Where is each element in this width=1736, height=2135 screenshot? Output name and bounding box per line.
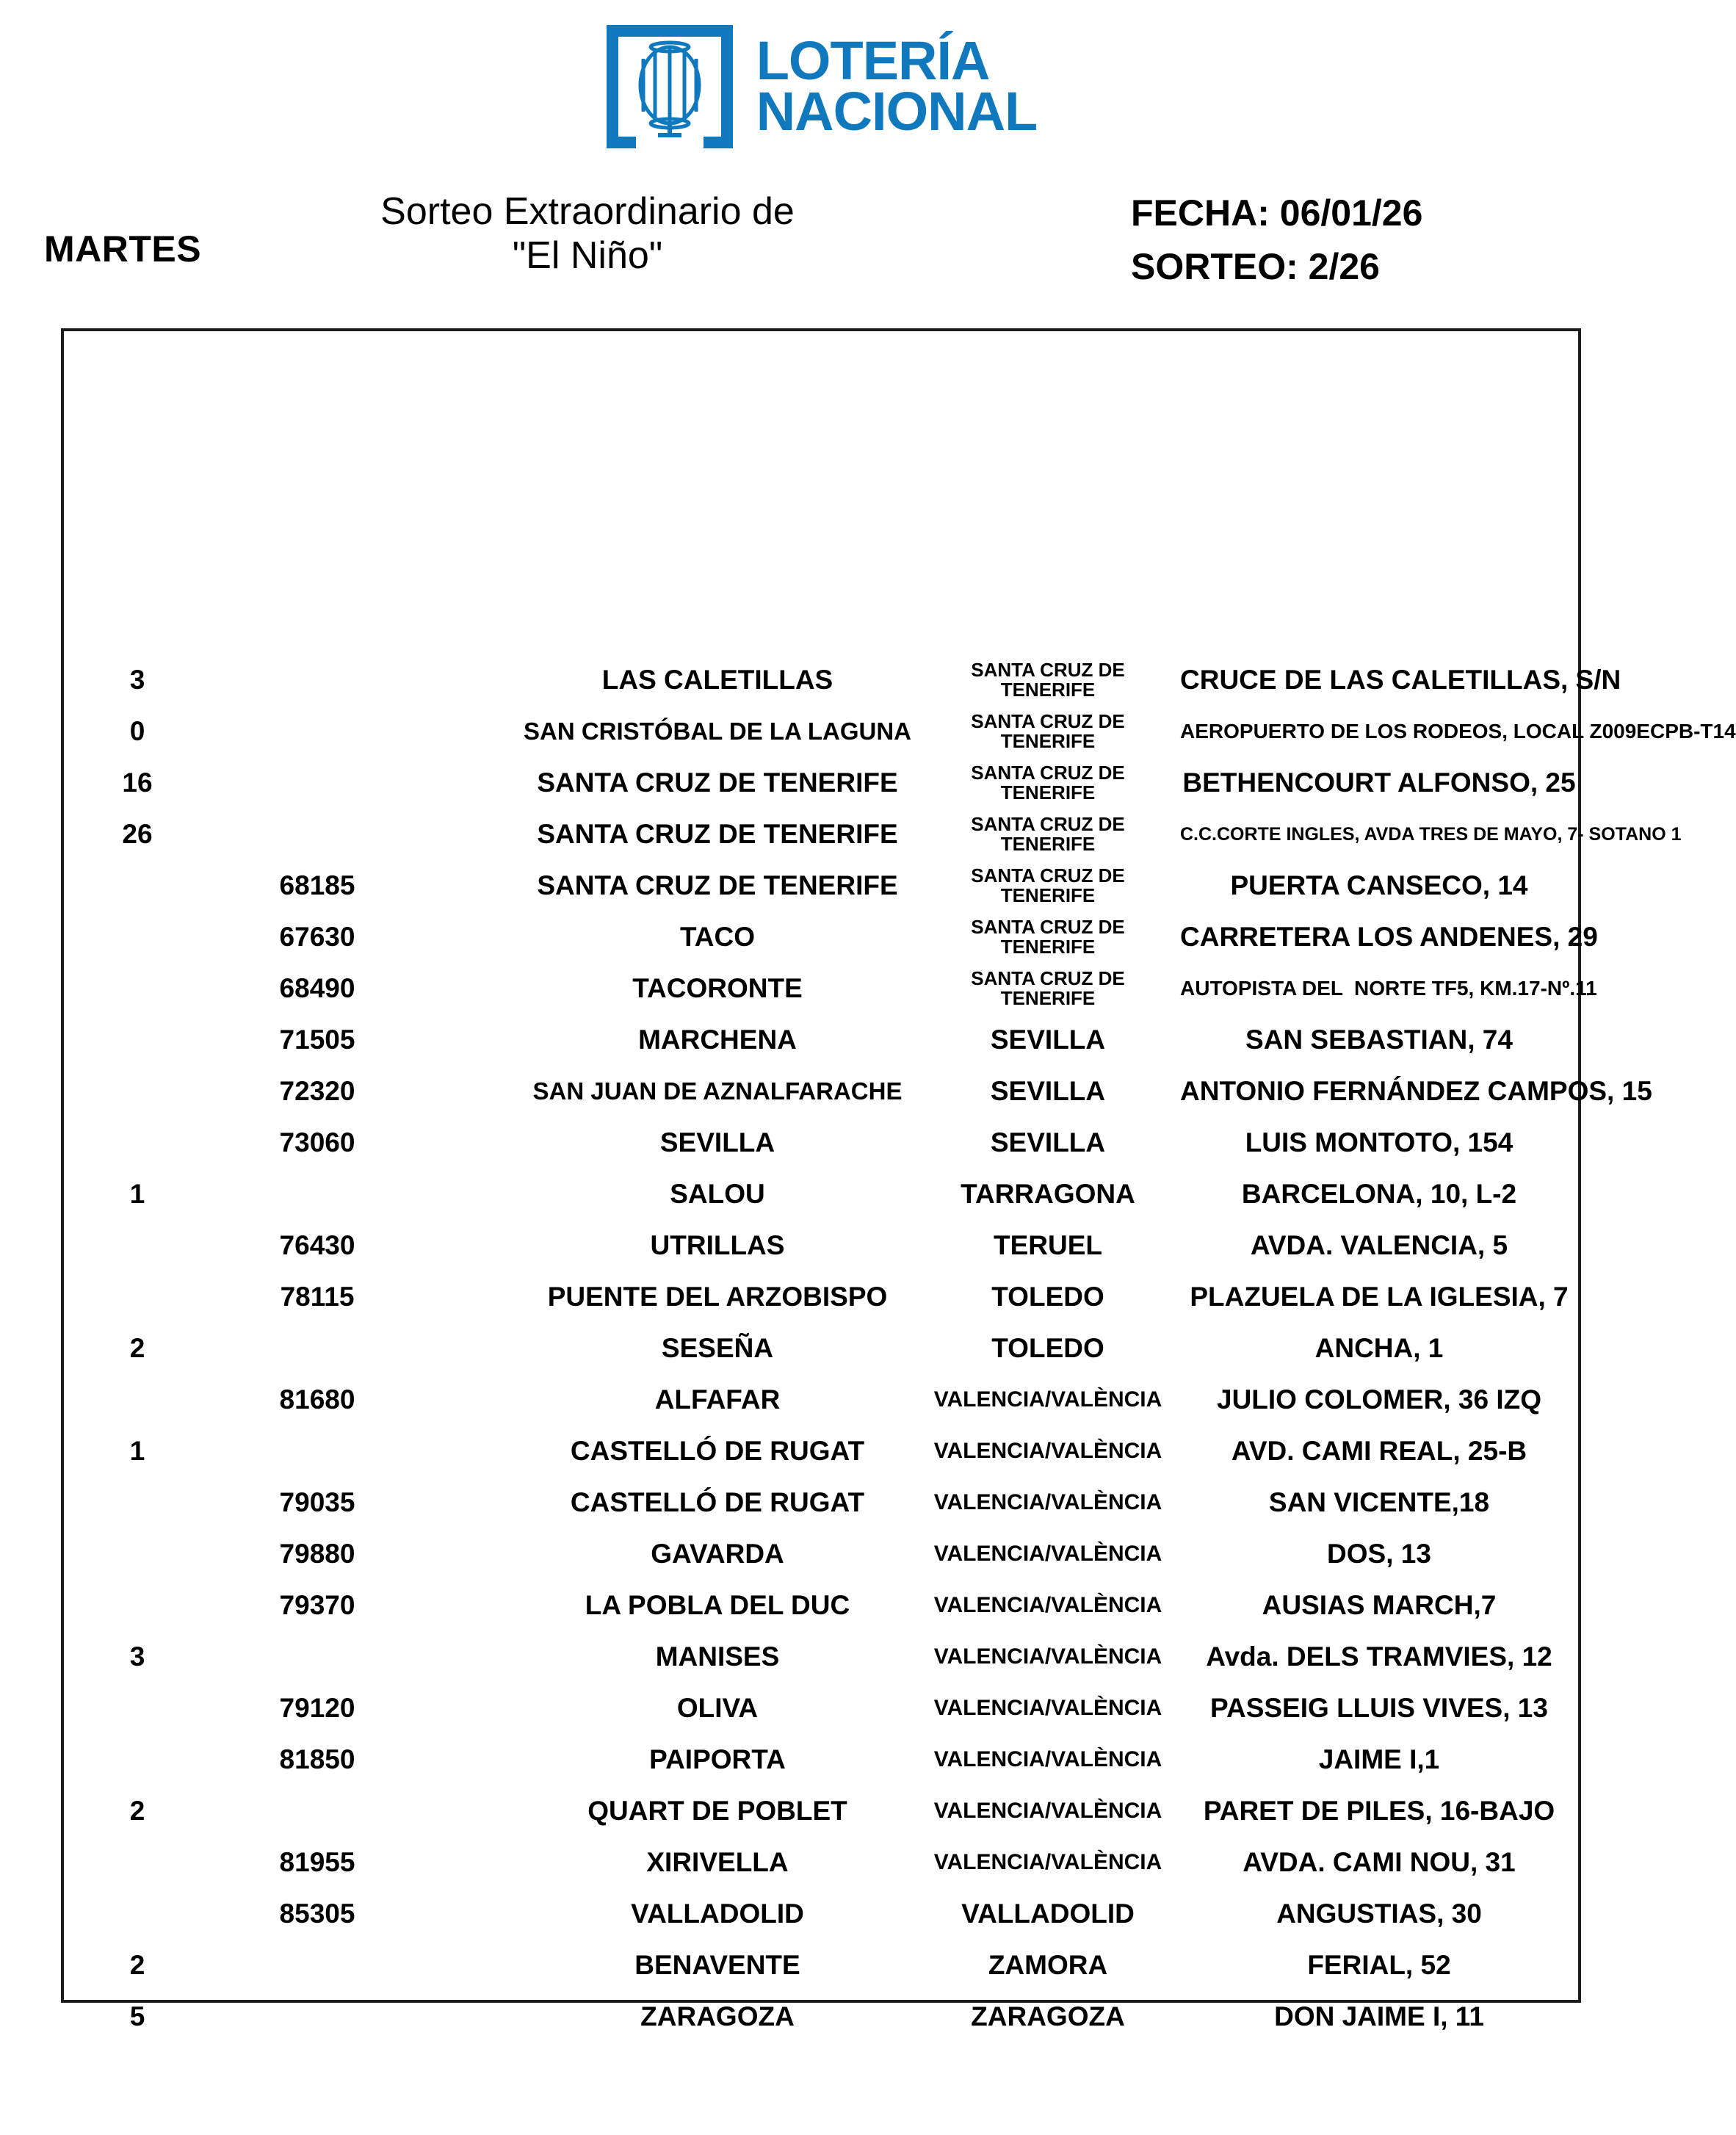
cell-province: VALENCIA/VALÈNCIA (933, 1644, 1162, 1669)
cell-number-group (64, 1168, 519, 1220)
cell-outlet-code: 79120 (279, 1693, 355, 1723)
cell-town: SANTA CRUZ DE TENERIFE (537, 870, 898, 900)
cell-town: CASTELLÓ DE RUGAT (570, 1436, 865, 1466)
cell-number-group (64, 1117, 519, 1168)
cell-address: CRUCE DE LAS CALETILLAS, S/N (1180, 665, 1621, 695)
cell-town: TACORONTE (632, 973, 803, 1003)
cell-province: TOLEDO (991, 1281, 1104, 1312)
cell-number-group (64, 809, 519, 860)
cell-number-group (64, 860, 519, 911)
table-row (64, 1168, 1578, 1220)
cell-town: CASTELLÓ DE RUGAT (570, 1487, 865, 1517)
cell-address: AEROPUERTO DE LOS RODEOS, LOCAL Z009ECPB-T14 (1180, 720, 1736, 743)
cell-number-group (64, 1066, 519, 1117)
draw-date: FECHA: 06/01/26 (1131, 192, 1423, 234)
cell-address: BETHENCOURT ALFONSO, 25 (1182, 767, 1576, 798)
cell-province: VALENCIA/VALÈNCIA (933, 1387, 1162, 1412)
cell-address: AUTOPISTA DEL NORTE TF5, KM.17-Nº.11 (1180, 977, 1597, 1000)
cell-address: PLAZUELA DE LA IGLESIA, 7 (1190, 1282, 1569, 1312)
cell-province: TARRAGONA (961, 1178, 1135, 1209)
cell-town: ZARAGOZA (640, 2001, 795, 2031)
outlets-table-body (64, 654, 1736, 2042)
cell-province: VALENCIA/VALÈNCIA (933, 1696, 1162, 1721)
cell-town: LA POBLA DEL DUC (585, 1590, 850, 1620)
cell-outlet-code: 79370 (279, 1590, 355, 1620)
cell-number-group (64, 1837, 519, 1888)
cell-town: UTRILLAS (650, 1230, 785, 1260)
cell-address: BARCELONA, 10, L-2 (1241, 1179, 1517, 1209)
table-row (64, 963, 1597, 1014)
cell-address: CARRETERA LOS ANDENES, 29 (1180, 922, 1598, 952)
cell-town: ALFAFAR (654, 1384, 781, 1415)
cell-town: SAN CRISTÓBAL DE LA LAGUNA (524, 718, 911, 745)
cell-count: 0 (129, 716, 145, 746)
cell-town: SANTA CRUZ DE TENERIFE (537, 819, 898, 849)
cell-address: SAN SEBASTIAN, 74 (1245, 1025, 1513, 1055)
cell-count: 16 (122, 767, 153, 798)
cell-outlet-code: 68490 (279, 973, 355, 1003)
cell-number-group (64, 1014, 519, 1066)
cell-outlet-code: 81955 (279, 1847, 355, 1877)
logo-wordmark (756, 30, 1038, 142)
table-row (64, 706, 1736, 757)
cell-province: SANTA CRUZ DE TENERIFE (971, 915, 1125, 958)
table-row (64, 809, 1682, 860)
cell-number-group (64, 1271, 519, 1323)
draw-meta (1131, 187, 1542, 293)
cell-number-group (64, 1683, 519, 1734)
cell-count: 1 (129, 1179, 145, 1209)
cell-town: PAIPORTA (649, 1744, 786, 1774)
cell-address: ANGUSTIAS, 30 (1276, 1899, 1482, 1929)
cell-province: SEVILLA (990, 1075, 1106, 1106)
table-row (64, 1117, 1578, 1168)
table-row (64, 1528, 1578, 1580)
cell-count: 5 (129, 2001, 145, 2031)
cell-province: VALENCIA/VALÈNCIA (933, 1747, 1162, 1772)
cell-town: VALLADOLID (631, 1899, 804, 1929)
cell-address: FERIAL, 52 (1307, 1950, 1451, 1980)
cell-outlet-code: 76430 (279, 1230, 355, 1260)
table-row (64, 1220, 1578, 1271)
cell-address: SAN VICENTE,18 (1268, 1487, 1490, 1517)
cell-province: SANTA CRUZ DE TENERIFE (971, 709, 1125, 752)
cell-count: 2 (129, 1796, 145, 1826)
cell-province: VALENCIA/VALÈNCIA (933, 1439, 1162, 1464)
cell-province: VALENCIA/VALÈNCIA (933, 1850, 1162, 1875)
cell-outlet-code: 78115 (280, 1282, 355, 1312)
table-row (64, 1374, 1578, 1426)
cell-outlet-code: 79035 (279, 1487, 355, 1517)
cell-count: 3 (129, 665, 145, 695)
cell-address: AVDA. VALENCIA, 5 (1250, 1230, 1508, 1260)
cell-number-group (64, 1220, 519, 1271)
cell-address: DON JAIME I, 11 (1274, 2001, 1484, 2031)
cell-town: MARCHENA (638, 1025, 797, 1055)
cell-count: 3 (129, 1641, 145, 1672)
cell-province: ZAMORA (988, 1949, 1108, 1980)
cell-number-group (64, 1991, 519, 2042)
cell-province: VALENCIA/VALÈNCIA (933, 1593, 1162, 1618)
cell-number-group (64, 911, 519, 963)
logo-line-loteria: LOTERÍA (756, 30, 990, 92)
cell-address: Avda. DELS TRAMVIES, 12 (1206, 1641, 1552, 1672)
table-row (64, 1477, 1578, 1528)
cell-number-group (64, 1477, 519, 1528)
cell-province: SANTA CRUZ DE TENERIFE (971, 864, 1125, 906)
cell-province: SANTA CRUZ DE TENERIFE (971, 658, 1125, 701)
cell-number-group (64, 706, 519, 757)
cell-address: JULIO COLOMER, 36 IZQ (1217, 1384, 1541, 1415)
cell-number-group (64, 1631, 519, 1683)
table-row (64, 1785, 1578, 1837)
cell-number-group (64, 1888, 519, 1940)
table-row (64, 1426, 1578, 1477)
cell-outlet-code: 73060 (279, 1127, 355, 1157)
table-row (64, 1991, 1578, 2042)
cell-address: DOS, 13 (1327, 1539, 1431, 1569)
cell-address: JAIME I,1 (1318, 1744, 1440, 1774)
table-row (64, 1271, 1578, 1323)
cell-number-group (64, 963, 519, 1014)
table-row (64, 654, 1621, 706)
cell-province: SANTA CRUZ DE TENERIFE (971, 812, 1125, 855)
cell-province: VALENCIA/VALÈNCIA (933, 1490, 1162, 1515)
cell-address: LUIS MONTOTO, 154 (1245, 1127, 1513, 1157)
page-title: Sorteo Extraordinario de "El Niño" (380, 190, 795, 278)
table-row (64, 1888, 1578, 1940)
table-row (64, 1734, 1578, 1785)
table-row (64, 911, 1598, 963)
cell-outlet-code: 68185 (279, 870, 355, 900)
cell-number-group (64, 1374, 519, 1426)
cell-province: TOLEDO (991, 1332, 1104, 1363)
cell-outlet-code: 81850 (279, 1744, 355, 1774)
table-row (64, 1940, 1578, 1991)
cell-outlet-code: 67630 (279, 922, 355, 952)
cell-address: AUSIAS MARCH,7 (1262, 1590, 1497, 1620)
cell-town: BENAVENTE (634, 1950, 800, 1980)
cell-count: 2 (129, 1333, 145, 1363)
cell-outlet-code: 81680 (279, 1384, 355, 1415)
cell-number-group (64, 654, 519, 706)
cell-number-group (64, 1734, 519, 1785)
table-row (64, 1837, 1578, 1888)
cell-province: ZARAGOZA (971, 2001, 1125, 2031)
cell-address: PASSEIG LLUIS VIVES, 13 (1210, 1693, 1548, 1723)
cell-number-group (64, 1528, 519, 1580)
cell-town: PUENTE DEL ARZOBISPO (547, 1282, 888, 1312)
loteria-nacional-logo (0, 7, 1641, 165)
cell-address: AVD. CAMI REAL, 25-B (1231, 1436, 1527, 1466)
cell-town: GAVARDA (651, 1539, 784, 1569)
logo-line-nacional: NACIONAL (756, 80, 1038, 142)
table-row (64, 1066, 1652, 1117)
table-row (64, 757, 1578, 809)
cell-address: AVDA. CAMI NOU, 31 (1243, 1847, 1516, 1877)
cell-outlet-code: 71505 (279, 1025, 355, 1055)
table-row (64, 860, 1578, 911)
cell-province: VALENCIA/VALÈNCIA (933, 1542, 1162, 1567)
outlets-table (61, 328, 1736, 2031)
cell-number-group (64, 757, 519, 809)
table-row (64, 1580, 1578, 1631)
cell-outlet-code: 79880 (279, 1539, 355, 1569)
cell-number-group (64, 1580, 519, 1631)
draw-number: SORTEO: 2/26 (1131, 245, 1380, 287)
cell-town: QUART DE POBLET (587, 1796, 847, 1826)
cell-province: TERUEL (994, 1229, 1102, 1260)
cell-province: SANTA CRUZ DE TENERIFE (971, 967, 1125, 1009)
cell-town: SESEÑA (661, 1333, 774, 1363)
cell-outlet-code: 72320 (279, 1076, 355, 1106)
cell-count: 2 (129, 1950, 145, 1980)
drum-glyph-icon (629, 40, 711, 137)
cell-town: SALOU (670, 1179, 765, 1209)
cell-count: 26 (122, 819, 153, 849)
table-row (64, 1683, 1578, 1734)
cell-number-group (64, 1940, 519, 1991)
cell-province: VALENCIA/VALÈNCIA (933, 1799, 1162, 1824)
cell-town: XIRIVELLA (646, 1847, 789, 1877)
cell-town: MANISES (655, 1641, 780, 1672)
cell-town: TACO (679, 922, 756, 952)
cell-town: LAS CALETILLAS (601, 665, 833, 695)
cell-number-group (64, 1785, 519, 1837)
document-header (0, 175, 1641, 314)
cell-address: ANTONIO FERNÁNDEZ CAMPOS, 15 (1180, 1076, 1652, 1106)
cell-number-group (64, 1323, 519, 1374)
cell-address: ANCHA, 1 (1314, 1333, 1444, 1363)
cell-town: OLIVA (676, 1693, 759, 1723)
cell-town: SEVILLA (659, 1127, 775, 1157)
cell-town: SAN JUAN DE AZNALFARACHE (532, 1077, 903, 1105)
cell-address: PUERTA CANSECO, 14 (1230, 870, 1528, 900)
cell-province: VALLADOLID (961, 1898, 1135, 1929)
cell-province: SEVILLA (990, 1024, 1106, 1055)
cell-province: SANTA CRUZ DE TENERIFE (971, 761, 1125, 803)
cell-address: C.C.CORTE INGLES, AVDA TRES DE MAYO, 7- SOTANO 1 (1180, 823, 1682, 845)
cell-number-group (64, 1426, 519, 1477)
cell-town: SANTA CRUZ DE TENERIFE (537, 767, 898, 798)
lottery-drum-icon (604, 21, 736, 153)
table-row (64, 1014, 1578, 1066)
table-row (64, 1323, 1578, 1374)
table-row (64, 1631, 1578, 1683)
cell-province: SEVILLA (990, 1127, 1106, 1157)
cell-count: 1 (129, 1436, 145, 1466)
draw-day-label: MARTES (44, 228, 202, 270)
cell-outlet-code: 85305 (279, 1899, 355, 1929)
cell-address: PARET DE PILES, 16-BAJO (1203, 1796, 1555, 1826)
